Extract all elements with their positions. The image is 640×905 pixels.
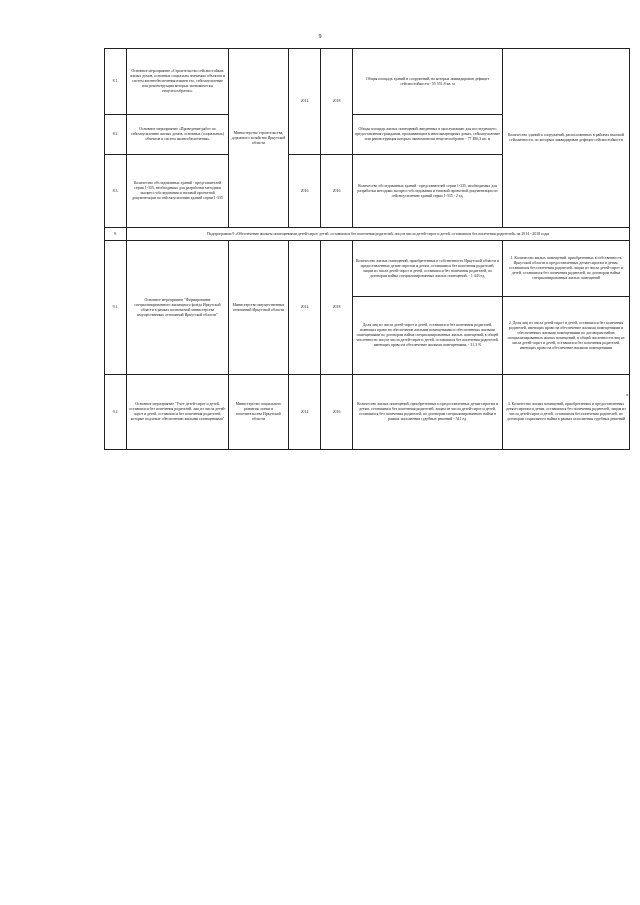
row-number: 9. [105, 228, 127, 241]
responsible-cell: Министерство имущественных отношений Иркутской области [229, 241, 289, 375]
subprogram-title: Подпрограмма 9 «Обеспечение жильем помещениями детей-сирот, детей, оставшихся без попечения родителей, лиц из числа детей-сирот и детей, оставшихся без попечения родителей» на 2014 - 2018 годы [127, 228, 630, 241]
end-year-cell: 2016 [321, 375, 353, 450]
target-indicator-cell: 2. Доля лиц из числа детей-сирот и детей, оставшихся без попечения родителей, имеющих право на обеспечение жилыми помещениями и обеспеченных жилыми помещениями по договорам найма специализированных жилых помещений, в общей численности лиц из числа детей-сирот и детей, оставшихся без попечения родителей, имеющих право на обеспечение жилыми помещениями [503, 297, 630, 375]
indicator-cell: Общая площадь жилых помещений, введенных в эксплуатацию для последующего предоставления гражданам, проживающим в многоквартирных домах, сейсмоусиление или реконструкция которых экономически нецелесообразно - 77 486,3 кв. м [353, 115, 503, 155]
end-year-cell: 2018 [321, 241, 353, 375]
closing-quote-mark: ». [626, 393, 630, 398]
indicator-cell: Доля лиц из числа детей-сирот и детей, оставшихся без попечения родителей, имеющих право на обеспечение жилыми помещениями и обеспеченных жилыми помещениями по договорам найма специализированных жилых помещений, в общей численности лиц из числа детей-сирот и детей, оставшихся без попечения родителей, имеющих право на обеспечение жилыми помещениями, - 31,3 % [353, 297, 503, 375]
page-number: 9 [318, 34, 322, 40]
target-indicator-cell: 3. Количество жилых помещений, приобретенных и предоставленных детям-сиротам и детям, оставшимся без попечения родителей, лицам из числа детей-сирот и детей, оставшихся без попечения родителей, по договорам социального найма в рамках исполнения судебных решений [503, 375, 630, 450]
table-row [105, 241, 630, 297]
table-row [105, 49, 630, 115]
indicator-cell: Общая площадь зданий и сооружений, на которых ликвидирован дефицит сейсмостойкости - 55 551,8 кв. м [353, 49, 503, 115]
row-number: 9.1. [105, 241, 127, 375]
start-year-cell: 2016 [289, 155, 321, 228]
table-row [105, 375, 630, 450]
event-cell: Основное мероприятие "Учет детей-сирот и детей, оставшихся без попечения родителей, лиц из числа детей-сирот и детей, оставшихся без попечения родителей, которые подлежат обеспечению жилыми помещениями" [127, 375, 229, 450]
event-cell: Количество обследованных зданий - представителей серии 1-335, необходимых для разработки методики экспресс-обследования и типовой проектной документации по сейсмоусилению зданий серии 1-335 [127, 155, 229, 228]
event-cell: Основное мероприятие «Строительство сейсмостойких жилых домов, основных социально значимых объектов и систем жизнеобеспечения взамен это, сейсмоусиление или реконструкция которых экономически нецелесообразно» [127, 49, 229, 115]
start-year-cell: 2014 [289, 49, 321, 155]
target-indicator-cell: Количество зданий и сооружений, расположенных в районах высокой сейсмичности, по которым ликвидирован дефицит сейсмостойкости [503, 49, 630, 228]
row-number: 8.3. [105, 155, 127, 228]
indicator-cell: Количество жилых помещений, приобретенных в собственность Иркутской области и предоставленных детям-сиротам и детям, оставшимся без попечения родителей, лицам из числа детей-сирот и детей, оставшихся без попечения родителей, по договорам найма специализированных жилых помещений, - 1 443 ед. [353, 241, 503, 297]
row-number: 8.2. [105, 115, 127, 155]
start-year-cell: 2014 [289, 375, 321, 450]
event-cell: Основное мероприятие «Проведение работ по сейсмоусилению жилых домов, основных (социальных) объектов и систем жизнеобеспечения» [127, 115, 229, 155]
event-cell: Основное мероприятие "Формирование специализированного жилищного фонда Иркутской области в рамках полномочий министерства имущественных отношений Иркутской области" [127, 241, 229, 375]
responsible-cell: Министерство социального развития, опеки и попечительства Иркутской области [229, 375, 289, 450]
target-indicator-cell: 1. Количество жилых помещений, приобретенных в собственность Иркутской области и предоставленных детям-сиротам и детям, оставшимся без попечения родителей, лицам из числа детей-сирот и детей, оставшихся без попечения родителей, по договорам найма специализированных жилых помещений [503, 241, 630, 297]
responsible-cell: Министерство строительства, дорожного хозяйства Иркутской области [229, 49, 289, 228]
indicator-cell: Количество жилых помещений, приобретенных и предоставленных детям-сиротам и детям, оставшимся без попечения родителей, лицам из числа детей-сирот и детей, оставшихся без попечения родителей, по договорам специализированного найма в рамках исполнения судебных решений - 541 ед. [353, 375, 503, 450]
end-year-cell: 2016 [321, 155, 353, 228]
program-table [104, 48, 630, 450]
subprogram-row [105, 228, 630, 241]
start-year-cell: 2014 [289, 241, 321, 375]
indicator-cell: Количество обследованных зданий - представителей серии 1-335, необходимых для разработки методики экспресс-обследования и типовой проектной документации по сейсмоусилению зданий серии 1-335 - 2 ед. [353, 155, 503, 228]
end-year-cell: 2018 [321, 49, 353, 155]
row-number: 9.2. [105, 375, 127, 450]
row-number: 8.1. [105, 49, 127, 115]
